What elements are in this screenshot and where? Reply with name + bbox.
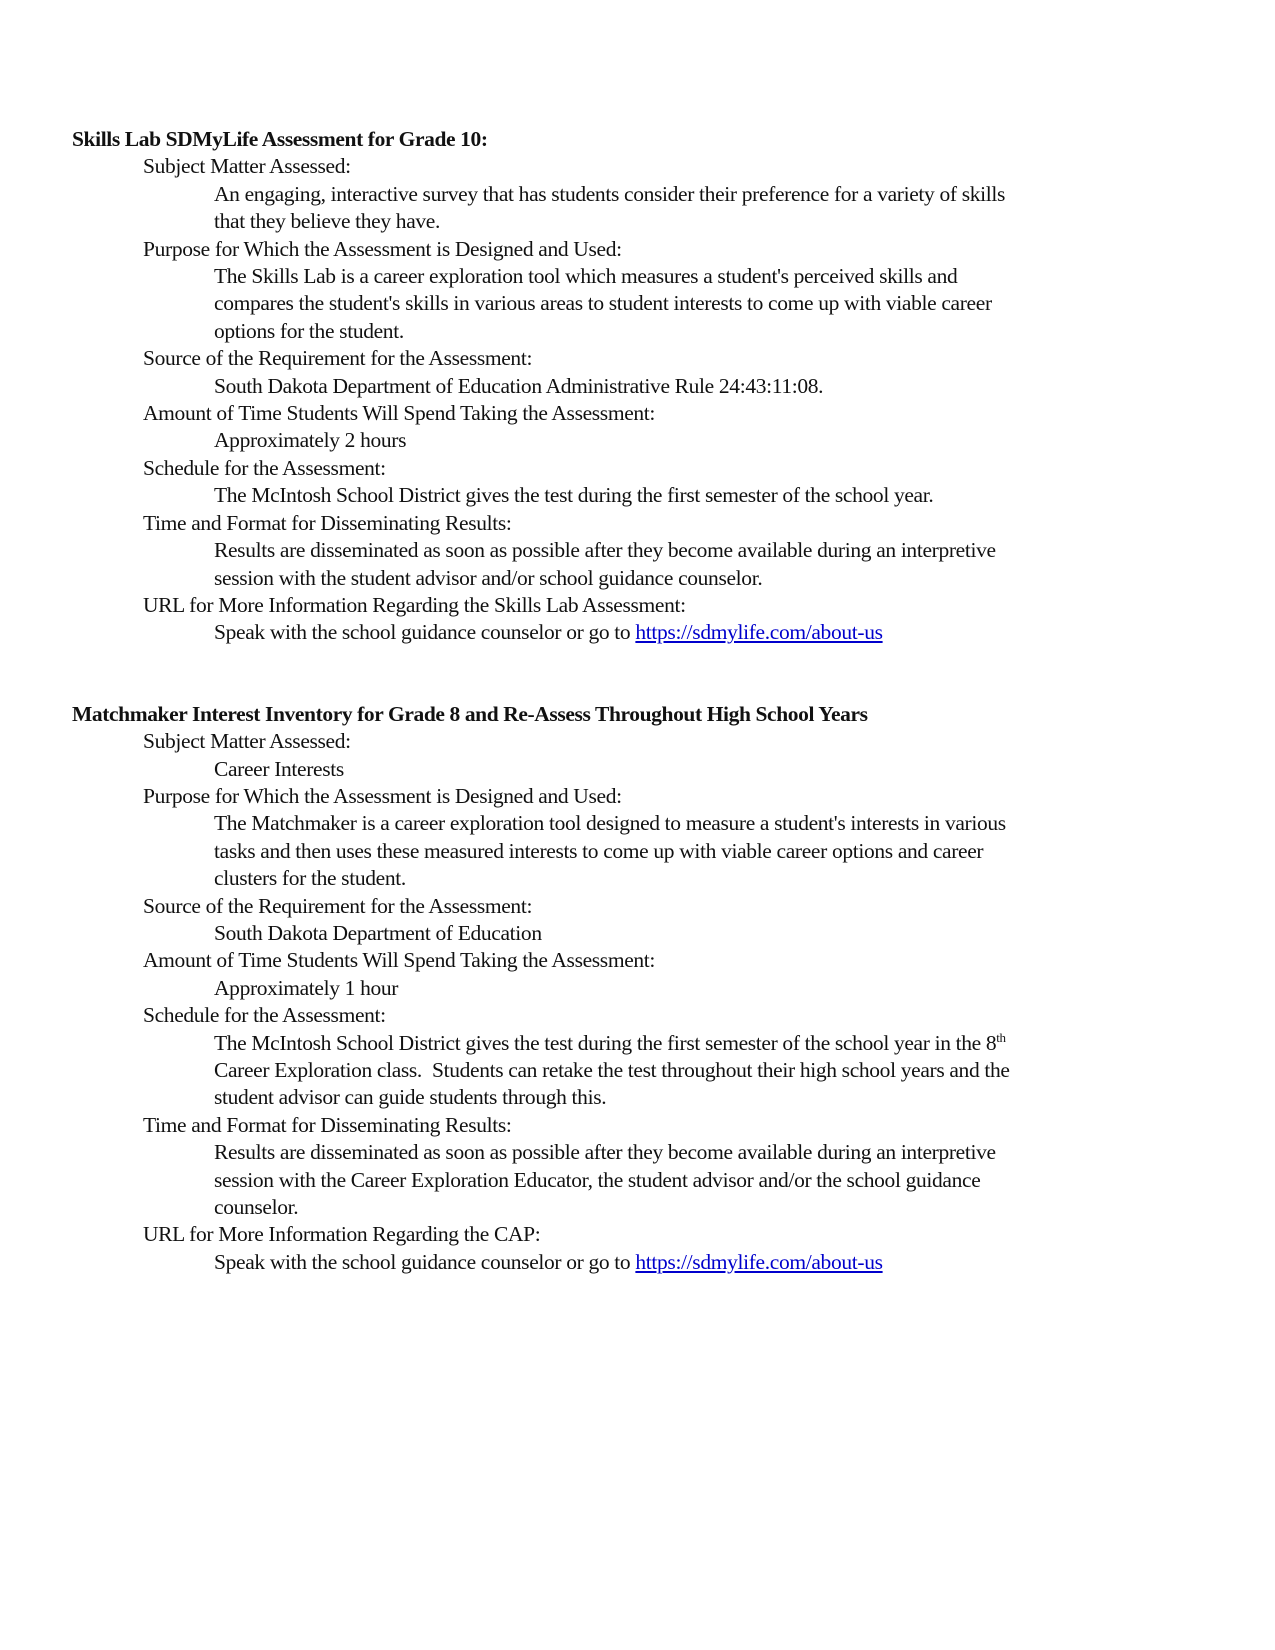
text-line: Career Interests	[214, 756, 344, 781]
subject-value	[72, 181, 1144, 236]
source-value	[72, 373, 1144, 400]
results-label: Time and Format for Disseminating Results:	[143, 1112, 512, 1137]
schedule-line-main: The McIntosh School District gives the test during the first semester of the school year in the 8	[214, 1030, 997, 1055]
text-line: South Dakota Department of Education Administrative Rule 24:43:11:08.	[214, 373, 824, 398]
source-label: Source of the Requirement for the Assessment:	[143, 893, 533, 918]
text-line: compares the student's skills in various areas to student interests to come up with viable career	[214, 291, 992, 316]
url-label: URL for More Information Regarding the Skills Lab Assessment:	[143, 592, 686, 617]
text-line: counselor.	[214, 1195, 299, 1220]
subject-label: Subject Matter Assessed:	[143, 729, 351, 754]
text-line: The McIntosh School District gives the test during the first semester of the school year.	[214, 483, 934, 508]
schedule-value	[72, 482, 1144, 509]
purpose-value	[72, 263, 1144, 345]
text-line: The Matchmaker is a career exploration tool designed to measure a student's interests in various	[214, 811, 1006, 836]
schedule-value	[72, 1030, 1144, 1112]
text-line	[214, 1030, 1144, 1057]
text-line: The Skills Lab is a career exploration tool which measures a student's perceived skills and	[214, 264, 958, 289]
text-line: Career Exploration class. Students can retake the test throughout their high school years and the	[214, 1058, 1010, 1082]
text-line: session with the Career Exploration Educator, the student advisor and/or the school guidance	[214, 1167, 981, 1192]
url-prefix-text: Speak with the school guidance counselor or go to	[214, 620, 636, 645]
results-value	[72, 1139, 1144, 1221]
purpose-value	[72, 810, 1144, 892]
results-value	[72, 537, 1144, 592]
text-line: Approximately 2 hours	[214, 428, 407, 453]
schedule-label: Schedule for the Assessment:	[143, 1003, 386, 1028]
time-label: Amount of Time Students Will Spend Taking the Assessment:	[143, 401, 656, 426]
schedule-label: Schedule for the Assessment:	[143, 455, 386, 480]
text-line: clusters for the student.	[214, 866, 406, 891]
url-value	[72, 619, 1144, 646]
time-label: Amount of Time Students Will Spend Taking the Assessment:	[143, 948, 656, 973]
matchmaker-section	[72, 701, 1212, 1277]
text-line	[214, 619, 1144, 646]
text-line: options for the student.	[214, 318, 404, 343]
purpose-label: Purpose for Which the Assessment is Designed and Used:	[143, 783, 622, 808]
subject-value	[72, 756, 1144, 783]
subject-label: Subject Matter Assessed:	[143, 154, 351, 179]
text-line: South Dakota Department of Education	[214, 920, 542, 945]
url-prefix-text: Speak with the school guidance counselor or go to	[214, 1249, 636, 1274]
text-line: Approximately 1 hour	[214, 975, 399, 1000]
url-value	[72, 1249, 1144, 1276]
text-line: student advisor can guide students through this.	[214, 1085, 607, 1110]
text-line: Results are disseminated as soon as possible after they become available during an interpretive	[214, 538, 996, 563]
time-value	[72, 975, 1144, 1002]
purpose-label: Purpose for Which the Assessment is Designed and Used:	[143, 236, 622, 261]
section-heading: Matchmaker Interest Inventory for Grade 8 and Re-Assess Throughout High School Years	[72, 701, 868, 726]
time-value	[72, 427, 1144, 454]
source-value	[72, 920, 1144, 947]
text-line	[214, 1249, 1144, 1276]
skills-lab-section	[72, 126, 1212, 647]
ordinal-suffix: th	[996, 1029, 1006, 1045]
text-line: that they believe they have.	[214, 209, 441, 234]
url-label: URL for More Information Regarding the CAP:	[143, 1222, 541, 1247]
sdmylife-link[interactable]: https://sdmylife.com/about-us	[635, 1249, 883, 1274]
text-line: Results are disseminated as soon as possible after they become available during an interpretive	[214, 1140, 996, 1165]
text-line: An engaging, interactive survey that has students consider their preference for a variety of skills	[214, 181, 1006, 206]
source-label: Source of the Requirement for the Assessment:	[143, 346, 533, 371]
text-line: session with the student advisor and/or school guidance counselor.	[214, 565, 763, 590]
document-page	[72, 126, 1212, 1276]
text-line: tasks and then uses these measured interests to come up with viable career options and career	[214, 838, 984, 863]
results-label: Time and Format for Disseminating Results:	[143, 510, 512, 535]
sdmylife-link[interactable]: https://sdmylife.com/about-us	[635, 620, 883, 645]
section-heading: Skills Lab SDMyLife Assessment for Grade 10:	[72, 127, 488, 151]
